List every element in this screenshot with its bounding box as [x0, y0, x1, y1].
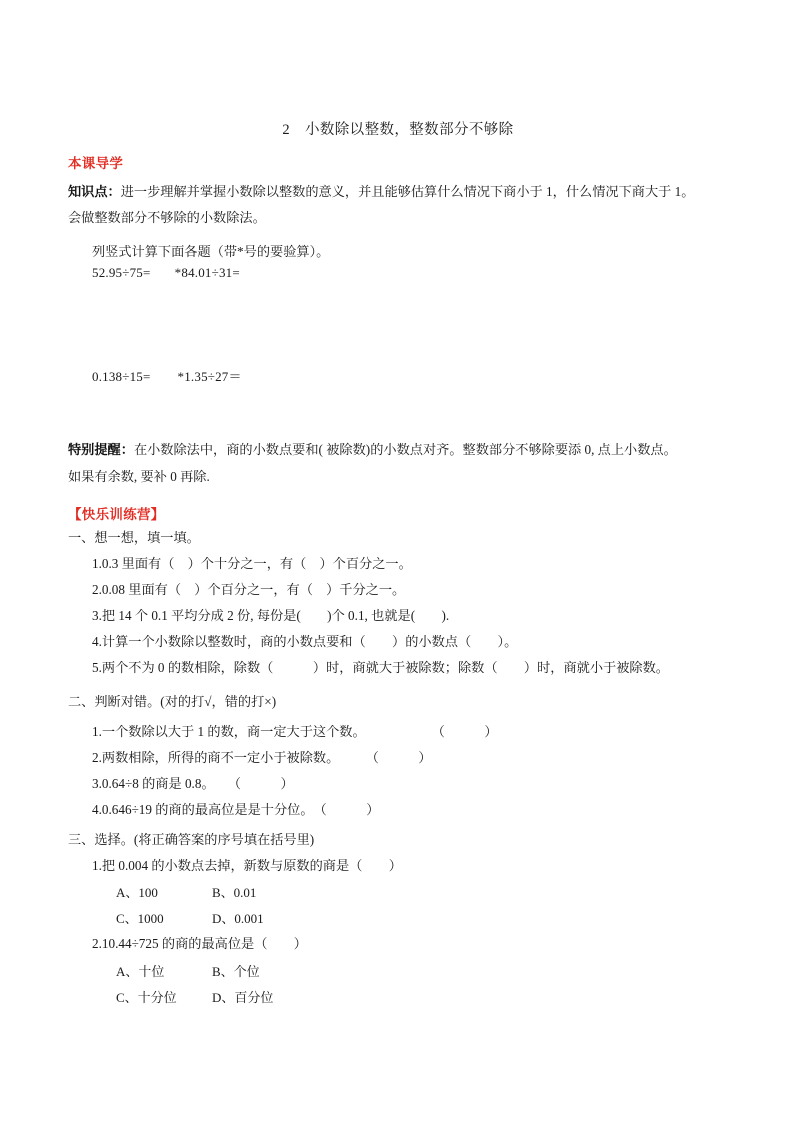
part-two-item-2: 2.两数相除，所得的商不一定小于被除数。 （ ） [92, 750, 432, 765]
part-three-q1-option-d[interactable]: D、0.001 [212, 911, 264, 926]
part-two-item-4: 4.0.646÷19 的商的最高位是是十分位。 （ ） [92, 802, 380, 817]
part-three-q1-option-a[interactable]: A、100 [116, 885, 158, 900]
part-three-q2-option-d[interactable]: D、百分位 [212, 990, 274, 1005]
part-three-q1-option-b[interactable]: B、0.01 [212, 885, 257, 900]
part-three-q2-stem: 2.10.44÷725 的商的最高位是（ ） [92, 936, 307, 951]
problem-row-1: 52.95÷75= *84.01÷31= [92, 265, 240, 280]
problem-row-2: 0.138÷15= *1.35÷27＝ [92, 369, 242, 384]
part-one-heading: 一、想一想，填一填。 [68, 530, 200, 545]
part-three-heading: 三、选择。(将正确答案的序号填在括号里) [68, 832, 315, 847]
part-three-q2-option-c[interactable]: C、十分位 [116, 990, 177, 1005]
part-three-q2-options-row-2 [116, 987, 273, 1006]
part-two-item-1: 1.一个数除以大于 1 的数，商一定大于这个数。 （ ） [92, 724, 498, 739]
part-three-q1-options-row-1 [116, 882, 256, 901]
part-one-item-2: 2.0.08 里面有（ ）个百分之一，有（ ）千分之一。 [92, 582, 406, 597]
vertical-calc-prompt: 列竖式计算下面各题（带*号的要验算）。 [92, 244, 330, 259]
part-one-item-5: 5.两个不为 0 的数相除，除数（ ）时，商就大于被除数；除数（ ）时，商就小于被除数。 [92, 660, 669, 675]
part-two-item-3: 3.0.64÷8 的商是 0.8。 （ ） [92, 776, 294, 791]
knowledge-point-label: 知识点： [68, 184, 121, 199]
part-one-item-1: 1.0.3 里面有（ ）个十分之一，有（ ）个百分之一。 [92, 556, 412, 571]
part-one-item-3: 3.把 14 个 0.1 平均分成 2 份, 每份是( )个 0.1, 也就是( ). [92, 608, 450, 623]
part-three-q1-stem: 1.把 0.004 的小数点去掉，新数与原数的商是（ ） [92, 858, 402, 873]
part-three-q2-options-row-1 [116, 961, 260, 980]
part-three-q1-options-row-2 [116, 908, 264, 927]
knowledge-point-text-1: 进一步理解并掌握小数除以整数的意义，并且能够估算什么情况下商小于 1，什么情况下商大于 1。 [120, 184, 695, 199]
knowledge-point-line-2: 会做整数部分不够除的小数除法。 [68, 210, 266, 225]
part-two-heading: 二、判断对错。(对的打√，错的打×) [68, 694, 277, 709]
part-one-item-4: 4.计算一个小数除以整数时，商的小数点要和（ ）的小数点（ ）。 [92, 634, 518, 649]
knowledge-point-line-1 [68, 182, 694, 202]
section-heading-guide: 本课导学 [68, 156, 124, 171]
part-three-q2-option-a[interactable]: A、十位 [116, 964, 165, 979]
special-tip-text-1: 在小数除法中，商的小数点要和( 被除数)的小数点对齐。整数部分不够除要添 0, 点上小数点。 [133, 442, 677, 457]
special-tip-line-2: 如果有余数, 要补 0 再除. [68, 469, 210, 484]
part-three-q2-option-b[interactable]: B、个位 [212, 964, 260, 979]
page-title: 2 小数除以整数，整数部分不够除 [282, 122, 514, 138]
special-tip-label: 特别提醒： [68, 442, 134, 457]
part-three-q1-option-c[interactable]: C、1000 [116, 911, 164, 926]
section-heading-training: 【快乐训练营】 [68, 507, 165, 522]
special-tip-line-1 [68, 440, 677, 460]
